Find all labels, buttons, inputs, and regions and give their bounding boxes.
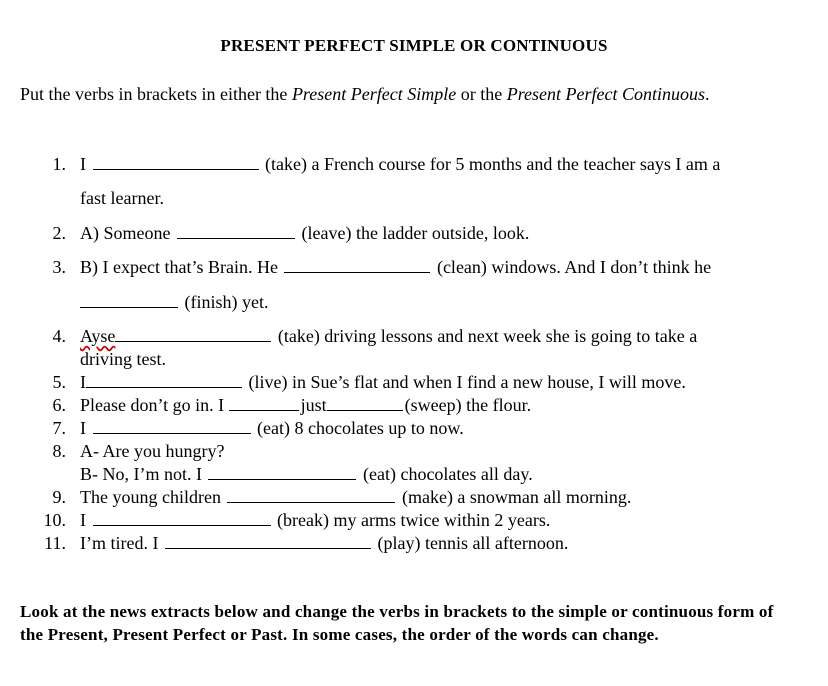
item-text: (live) in Sue’s flat and when I find a new house, I will move. xyxy=(248,372,686,392)
list-item xyxy=(80,417,464,439)
item-text: A) Someone xyxy=(80,223,171,243)
item-text: I xyxy=(80,418,86,438)
list-item xyxy=(80,371,686,393)
item-text: (take) driving lessons and next week she is going to take a xyxy=(277,326,698,346)
item-text: I’m tired. I xyxy=(80,533,159,553)
list-item-continuation xyxy=(80,291,268,313)
list-item xyxy=(80,394,531,416)
answer-blank[interactable] xyxy=(80,291,178,308)
item-text: B) I expect that’s Brain. He xyxy=(80,257,278,277)
item-text: The young children xyxy=(80,487,221,507)
answer-blank[interactable] xyxy=(86,371,242,388)
item-number: 10. xyxy=(43,510,66,530)
list-item-continuation xyxy=(80,187,164,209)
item-text: Ayse xyxy=(80,326,116,346)
item-text: B- No, I’m not. I xyxy=(80,464,202,484)
answer-blank[interactable] xyxy=(93,417,251,434)
instructions-italic-continuous: Present Perfect Continuous xyxy=(506,84,706,104)
item-number: 6. xyxy=(52,395,66,415)
item-text: (leave) the ladder outside, look. xyxy=(301,223,530,243)
item-text: (sweep) the flour. xyxy=(404,395,532,415)
item-number: 9. xyxy=(52,487,66,507)
item-text: A- Are you hungry? xyxy=(80,441,225,461)
instructions xyxy=(20,83,740,106)
item-text: I xyxy=(80,510,86,530)
list-item xyxy=(80,532,568,554)
item-text: (play) tennis all afternoon. xyxy=(377,533,569,553)
item-text: just xyxy=(300,395,327,415)
instructions-italic-simple: Present Perfect Simple xyxy=(291,84,457,104)
list-item xyxy=(80,256,711,278)
item-number: 3. xyxy=(52,257,66,277)
answer-blank[interactable] xyxy=(115,325,271,342)
item-text: (clean) windows. And I don’t think he xyxy=(436,257,712,277)
item-text: Please don’t go in. I xyxy=(80,395,225,415)
item-number: 7. xyxy=(52,418,66,438)
list-item-continuation xyxy=(80,463,533,485)
list-item xyxy=(80,222,529,244)
item-text: (finish) yet. xyxy=(184,292,269,312)
answer-blank[interactable] xyxy=(229,394,299,411)
item-text: (eat) chocolates all day. xyxy=(362,464,533,484)
item-number: 5. xyxy=(52,372,66,392)
instructions-text: Put the verbs in brackets in either the xyxy=(20,84,292,104)
page-title: PRESENT PERFECT SIMPLE OR CONTINUOUS xyxy=(220,36,608,55)
list-item xyxy=(80,153,720,175)
list-item-continuation xyxy=(80,348,166,370)
item-text: (eat) 8 chocolates up to now. xyxy=(257,418,464,438)
answer-blank[interactable] xyxy=(93,509,271,526)
answer-blank[interactable] xyxy=(165,532,371,549)
item-text: fast learner. xyxy=(80,188,164,208)
answer-blank[interactable] xyxy=(208,463,356,480)
item-text: driving test. xyxy=(80,349,166,369)
item-text: I xyxy=(80,154,86,174)
item-number: 11. xyxy=(44,533,66,553)
item-text: (break) my arms twice within 2 years. xyxy=(277,510,551,530)
list-item xyxy=(80,325,697,347)
section-instructions: Look at the news extracts below and change the verbs in brackets to the simple or continuous form of the Present, Present Perfect or Past. In some cases, the order of the words can change. xyxy=(20,602,774,644)
answer-blank[interactable] xyxy=(177,222,295,239)
item-text: I xyxy=(80,372,86,392)
item-text: (make) a snowman all morning. xyxy=(401,487,632,507)
item-text: (take) a French course for 5 months and the teacher says I am a xyxy=(265,154,721,174)
instructions-text: . xyxy=(705,84,710,104)
answer-blank[interactable] xyxy=(227,486,395,503)
item-number: 2. xyxy=(52,223,66,243)
list-item xyxy=(80,486,631,508)
item-number: 4. xyxy=(52,326,66,346)
item-number: 1. xyxy=(52,154,66,174)
item-number: 8. xyxy=(52,441,66,461)
list-item xyxy=(80,509,550,531)
list-item xyxy=(80,440,224,462)
instructions-text: or the xyxy=(456,84,507,104)
answer-blank[interactable] xyxy=(93,153,259,170)
answer-blank[interactable] xyxy=(284,256,430,273)
answer-blank[interactable] xyxy=(327,394,403,411)
